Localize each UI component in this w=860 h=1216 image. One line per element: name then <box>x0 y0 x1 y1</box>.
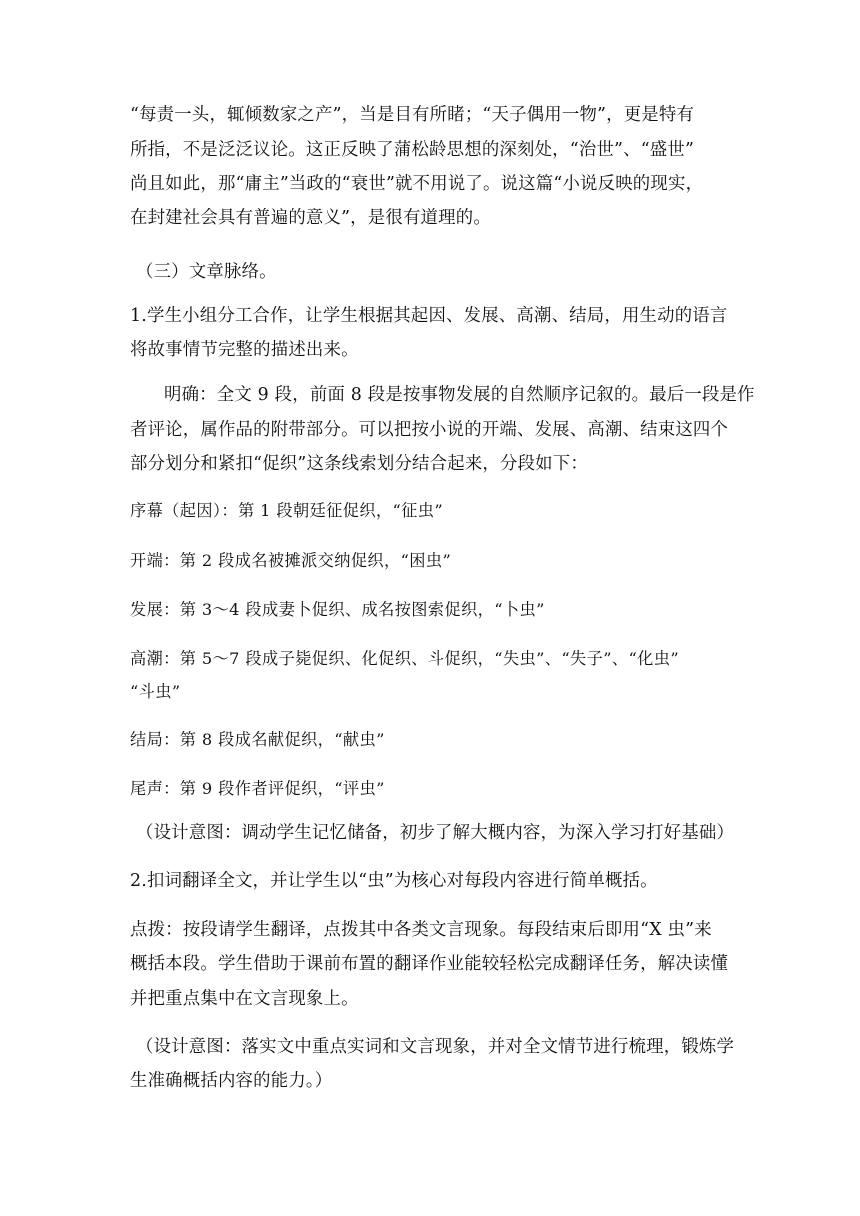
list-item-line: 1.学生小组分工合作，让学生根据其起因、发展、高潮、结局，用生动的语言 <box>130 306 728 326</box>
design-note: （设计意图：落实文中重点实词和文言现象，并对全文情节进行梳理，锻炼学 <box>136 1037 735 1057</box>
paragraph-line: 在封建社会具有普遍的意义”，是很有道理的。 <box>130 208 491 228</box>
structure-line: 开端：第 2 段成名被摊派交纳促织，“困虫” <box>130 551 452 570</box>
structure-line: “斗虫” <box>130 682 181 701</box>
structure-line: 高潮：第 5～7 段成子毙促织、化促织、斗促织，“失虫”、“失子”、“化虫” <box>130 649 679 668</box>
explanation-line: 明确：全文 9 段，前面 8 段是按事物发展的自然顺序记叙的。最后一段是作 <box>164 385 755 405</box>
paragraph-line: 所指，不是泛泛议论。这正反映了蒲松龄思想的深刻处，“治世”、“盛世” <box>130 140 695 160</box>
list-item-line: 将故事情节完整的描述出来。 <box>130 340 359 360</box>
structure-line: 序幕（起因）：第 1 段朝廷征促织，“征虫” <box>130 501 444 520</box>
design-note: 生准确概括内容的能力。） <box>130 1071 333 1091</box>
list-item-line: 2.扣词翻译全文，并让学生以“虫”为核心对每段内容进行简单概括。 <box>130 871 658 891</box>
guidance-line: 概括本段。学生借助于课前布置的翻译作业能较轻松完成翻译任务，解决读懂 <box>130 954 729 974</box>
design-note: （设计意图：调动学生记忆储备，初步了解大概内容，为深入学习打好基础） <box>136 823 735 843</box>
structure-line: 发展：第 3～4 段成妻卜促织、成名按图索促织，“卜虫” <box>130 600 545 619</box>
guidance-line: 并把重点集中在文言现象上。 <box>130 989 359 1009</box>
paragraph-line: 尚且如此，那“庸主”当政的“衰世”就不用说了。说这篇“小说反映的现实， <box>130 174 704 194</box>
structure-line: 尾声：第 9 段作者评促织，“评虫” <box>130 779 385 798</box>
structure-line: 结局：第 8 段成名献促织，“献虫” <box>130 730 385 749</box>
paragraph-line: “每责一头，辄倾数家之产”，当是目有所睹；“天子偶用一物”，更是特有 <box>130 105 695 125</box>
explanation-line: 者评论，属作品的附带部分。可以把按小说的开端、发展、高潮、结束这四个 <box>130 420 729 440</box>
guidance-line: 点拨：按段请学生翻译，点拨其中各类文言现象。每段结束后即用“X 虫”来 <box>130 920 712 940</box>
explanation-line: 部分划分和紧扣“促织”这条线索划分结合起来，分段如下： <box>130 454 588 474</box>
section-heading: （三）文章脉络。 <box>136 262 277 282</box>
